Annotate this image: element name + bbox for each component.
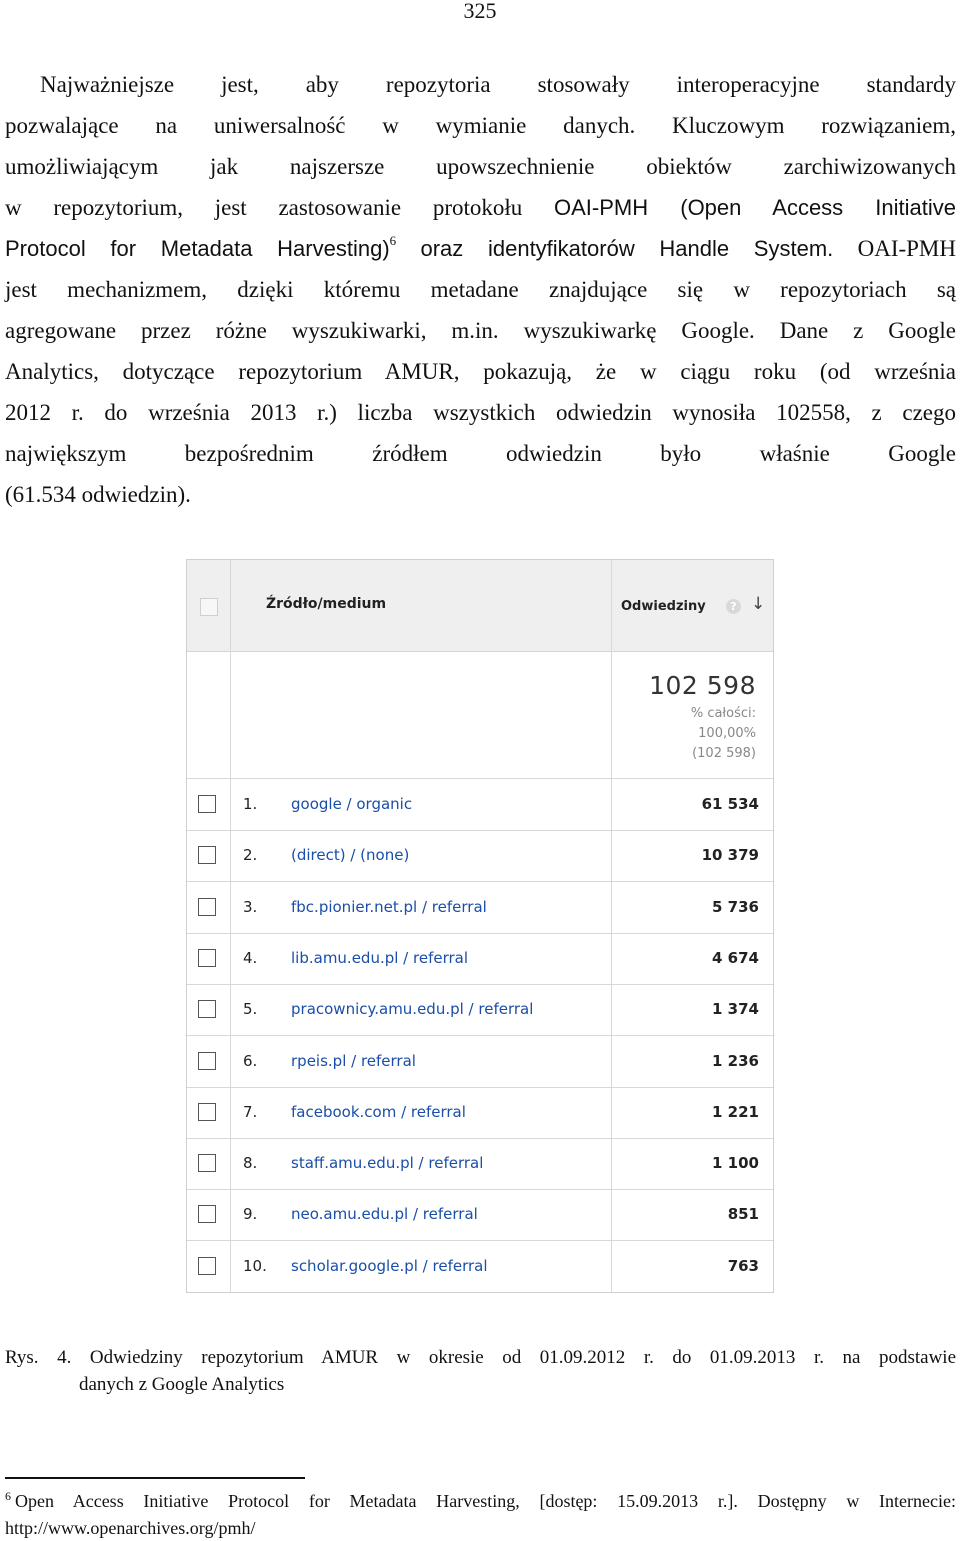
paragraph-line-4 bbox=[5, 187, 956, 228]
caption-line-2: danych z Google Analytics bbox=[79, 1374, 285, 1395]
row-number: 7. bbox=[243, 1102, 258, 1121]
row-number: 10. bbox=[243, 1256, 267, 1275]
row-source-link[interactable]: (direct) / (none) bbox=[291, 846, 410, 865]
row-visits-value: 61 534 bbox=[701, 795, 759, 813]
footnote-text: Open Access Initiative Protocol for Metadata Harvesting, [dostęp: 15.09.2013 r.]. Dostępny w Internecie: bbox=[15, 1491, 956, 1511]
row-visits-value: 1 221 bbox=[712, 1102, 759, 1121]
page-number: 325 bbox=[463, 0, 497, 23]
footnote-link[interactable]: http://www.openarchives.org/pmh/ bbox=[5, 1518, 256, 1538]
paragraph-line-7: agregowane przez różne wyszukiwarki, m.in. wyszukiwarkę Google. Dane z Google bbox=[5, 318, 956, 343]
row-number: 4. bbox=[243, 948, 258, 967]
paragraph-line-5-end: OAI-PMH bbox=[857, 236, 956, 261]
paragraph-line-5-text: Protocol for Metadata Harvesting) bbox=[5, 236, 390, 261]
row-source-link[interactable]: pracownicy.amu.edu.pl / referral bbox=[291, 1000, 534, 1019]
row-checkbox[interactable] bbox=[198, 898, 216, 916]
row-number: 9. bbox=[243, 1205, 258, 1224]
row-checkbox[interactable] bbox=[198, 1205, 216, 1223]
footnote-mark: 6 bbox=[5, 1489, 11, 1503]
help-icon[interactable]: ? bbox=[726, 599, 741, 614]
row-visits-value: 851 bbox=[727, 1205, 759, 1224]
paragraph-line-3: umożliwiającym jak najszersze upowszechnienie obiektów zarchiwizowanych bbox=[5, 154, 956, 179]
row-source-link[interactable]: staff.amu.edu.pl / referral bbox=[291, 1154, 484, 1173]
row-number: 1. bbox=[243, 795, 258, 813]
table-row bbox=[187, 1189, 773, 1241]
row-checkbox[interactable] bbox=[198, 1257, 216, 1275]
dimension-header[interactable]: Źródło/medium bbox=[266, 596, 387, 612]
row-checkbox[interactable] bbox=[198, 1000, 216, 1018]
paragraph-line-4-text: w repozytorium, jest zastosowanie protokołu bbox=[5, 195, 523, 220]
row-source-link[interactable]: rpeis.pl / referral bbox=[291, 1051, 416, 1070]
row-checkbox[interactable] bbox=[198, 1052, 216, 1070]
row-checkbox[interactable] bbox=[198, 795, 216, 813]
table-row bbox=[187, 1241, 773, 1292]
row-source-link[interactable]: scholar.google.pl / referral bbox=[291, 1256, 488, 1275]
row-number: 3. bbox=[243, 897, 258, 916]
paragraph-line-9: 2012 r. do września 2013 r.) liczba wszystkich odwiedzin wynosiła 102558, z czego bbox=[5, 400, 956, 425]
footnote-reference[interactable]: 6 bbox=[389, 233, 397, 249]
total-value: 102 598 bbox=[649, 671, 756, 700]
row-checkbox[interactable] bbox=[198, 1154, 216, 1172]
table-header bbox=[187, 560, 773, 652]
row-source-link[interactable]: neo.amu.edu.pl / referral bbox=[291, 1205, 478, 1224]
footnote bbox=[5, 1489, 956, 1541]
total-label: % całości: bbox=[690, 706, 756, 721]
row-number: 5. bbox=[243, 1000, 258, 1019]
row-source-link[interactable]: lib.amu.edu.pl / referral bbox=[291, 948, 469, 967]
paragraph-line-10: największym bezpośrednim źródłem odwiedzin było właśnie Google bbox=[5, 441, 956, 466]
total-summary bbox=[612, 652, 773, 779]
row-visits-value: 1 374 bbox=[712, 1000, 759, 1019]
paragraph-line-2: pozwalające na uniwersalność w wymianie danych. Kluczowym rozwiązaniem, bbox=[5, 113, 956, 138]
table-row bbox=[187, 1138, 773, 1190]
table-row bbox=[187, 882, 773, 934]
footnote-divider bbox=[5, 1477, 305, 1479]
row-visits-value: 763 bbox=[727, 1256, 759, 1275]
row-visits-value: 10 379 bbox=[701, 846, 759, 865]
row-visits-value: 4 674 bbox=[712, 948, 759, 967]
row-number: 8. bbox=[243, 1154, 258, 1173]
row-number: 6. bbox=[243, 1051, 258, 1070]
row-checkbox[interactable] bbox=[198, 949, 216, 967]
row-checkbox[interactable] bbox=[198, 1103, 216, 1121]
footnote-line-1 bbox=[5, 1489, 956, 1516]
row-source-link[interactable]: facebook.com / referral bbox=[291, 1102, 466, 1121]
metric-header[interactable]: Odwiedziny bbox=[621, 599, 706, 614]
row-source-link[interactable]: google / organic bbox=[291, 795, 413, 813]
body-paragraph bbox=[5, 64, 956, 515]
paragraph-line-5-tail: oraz identyfikatorów Handle System. bbox=[420, 236, 834, 261]
paragraph-line-6: jest mechanizmem, dzięki któremu metadane znajdujące się w repozytoriach są bbox=[5, 277, 956, 302]
paragraph-line-4-tail: OAI-PMH (Open Access Initiative bbox=[554, 195, 956, 220]
table-row bbox=[187, 933, 773, 985]
total-percent: 100,00% bbox=[698, 726, 756, 741]
total-count: (102 598) bbox=[692, 746, 756, 761]
row-source-link[interactable]: fbc.pionier.net.pl / referral bbox=[291, 897, 487, 916]
table-row bbox=[187, 1036, 773, 1088]
row-visits-value: 5 736 bbox=[712, 897, 759, 916]
paragraph-line-5 bbox=[5, 228, 956, 269]
paragraph-line-8: Analytics, dotyczące repozytorium AMUR, pokazują, że w ciągu roku (od września bbox=[5, 359, 956, 384]
table-row bbox=[187, 779, 773, 831]
paragraph-line-1: Najważniejsze jest, aby repozytoria stosowały interoperacyjne standardy bbox=[40, 72, 956, 97]
analytics-table bbox=[186, 559, 774, 1293]
row-visits-value: 1 236 bbox=[712, 1051, 759, 1070]
row-checkbox[interactable] bbox=[198, 846, 216, 864]
table-row bbox=[187, 984, 773, 1036]
table-row bbox=[187, 1087, 773, 1139]
paragraph-line-11: (61.534 odwiedzin). bbox=[5, 482, 191, 507]
figure-caption bbox=[5, 1344, 956, 1398]
caption-line-1: Rys. 4. Odwiedziny repozytorium AMUR w okresie od 01.09.2012 r. do 01.09.2013 r. na podstawie bbox=[5, 1347, 956, 1368]
table-row bbox=[187, 830, 773, 882]
row-number: 2. bbox=[243, 846, 258, 865]
sort-arrow-icon[interactable]: ↓ bbox=[751, 594, 766, 614]
row-visits-value: 1 100 bbox=[712, 1154, 759, 1173]
total-row-checkbox-cell bbox=[187, 652, 230, 779]
total-row-dimension-cell bbox=[231, 652, 611, 779]
